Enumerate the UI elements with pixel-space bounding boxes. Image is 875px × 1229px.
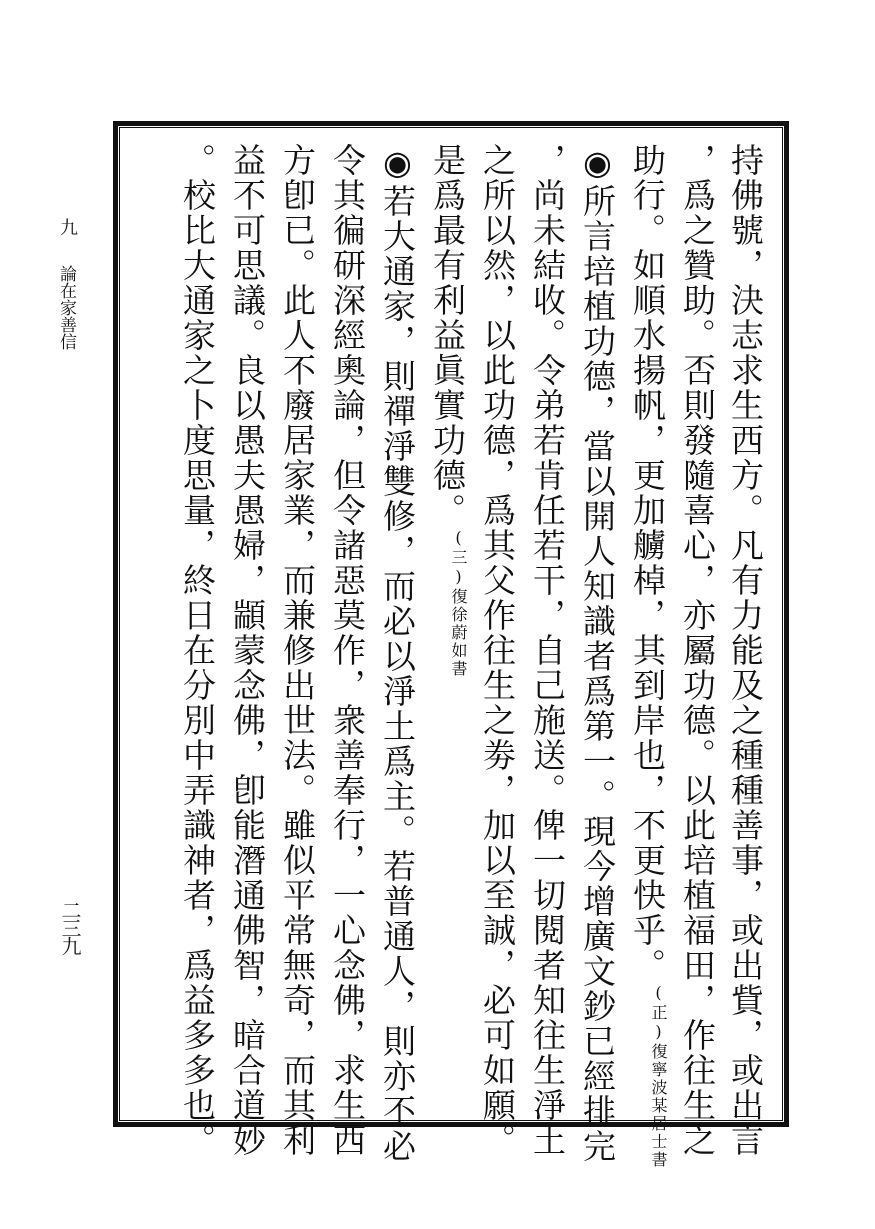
source-note: (正)復寧波某居士書 bbox=[649, 983, 668, 1169]
text-column-4 bbox=[577, 143, 617, 1164]
text-column-9 bbox=[327, 143, 367, 1158]
column-text: ，尚未結收。令弟若肯任若干，自己施送。俾一切閱者知往生淨土 bbox=[528, 143, 567, 1158]
chapter-label: 九 bbox=[57, 218, 78, 236]
column-text: 益不可思議。良以愚夫愚婦，顓蒙念佛，卽能潛通佛智，暗合道妙 bbox=[228, 143, 267, 1158]
text-column-6 bbox=[477, 143, 517, 1158]
text-column-5 bbox=[527, 143, 567, 1158]
page-number: 二三九 bbox=[58, 900, 82, 954]
column-text: ，爲之贊助。否則發隨喜心，亦屬功德。以此培植福田，作往生之 bbox=[678, 143, 717, 1158]
text-column-12 bbox=[177, 143, 217, 1158]
text-column-11 bbox=[227, 143, 267, 1158]
column-text: 。校比大通家之卜度思量，終日在分別中弄識神者，爲益多多也。 bbox=[178, 143, 217, 1158]
column-text: 方卽已。此人不廢居家業，而兼修出世法。雖似平常無奇，而其利 bbox=[278, 143, 317, 1158]
column-text: 是爲最有利益眞實功德。 bbox=[428, 143, 467, 528]
column-text: 助行。如順水揚帆，更加艣棹，其到岸也，不更快乎。 bbox=[628, 143, 667, 983]
column-text: ◉若大通家，則禪淨雙修，而必以淨土爲主。若普通人，則亦不必 bbox=[378, 143, 417, 1164]
text-column-10 bbox=[277, 143, 317, 1158]
text-column-1 bbox=[725, 143, 765, 1158]
column-text: ◉所言培植功德，當以開人知識者爲第一。現今增廣文鈔已經排完 bbox=[578, 143, 617, 1164]
column-text: 持佛號，決志求生西方。凡有力能及之種種善事，或出貲，或出言 bbox=[726, 143, 765, 1158]
text-column-7 bbox=[427, 143, 467, 678]
text-column-2 bbox=[677, 143, 717, 1158]
column-text: 之所以然，以此功德，爲其父作往生之劵，加以至誠，必可如願。 bbox=[478, 143, 517, 1158]
text-column-3 bbox=[627, 143, 667, 1169]
column-text: 令其徧研深經奧論，但令諸惡莫作，衆善奉行，一心念佛，求生西 bbox=[328, 143, 367, 1158]
book-title: 論在家善信 bbox=[56, 265, 76, 350]
source-note: (三)復徐蔚如書 bbox=[449, 528, 468, 678]
text-column-8 bbox=[377, 143, 417, 1164]
